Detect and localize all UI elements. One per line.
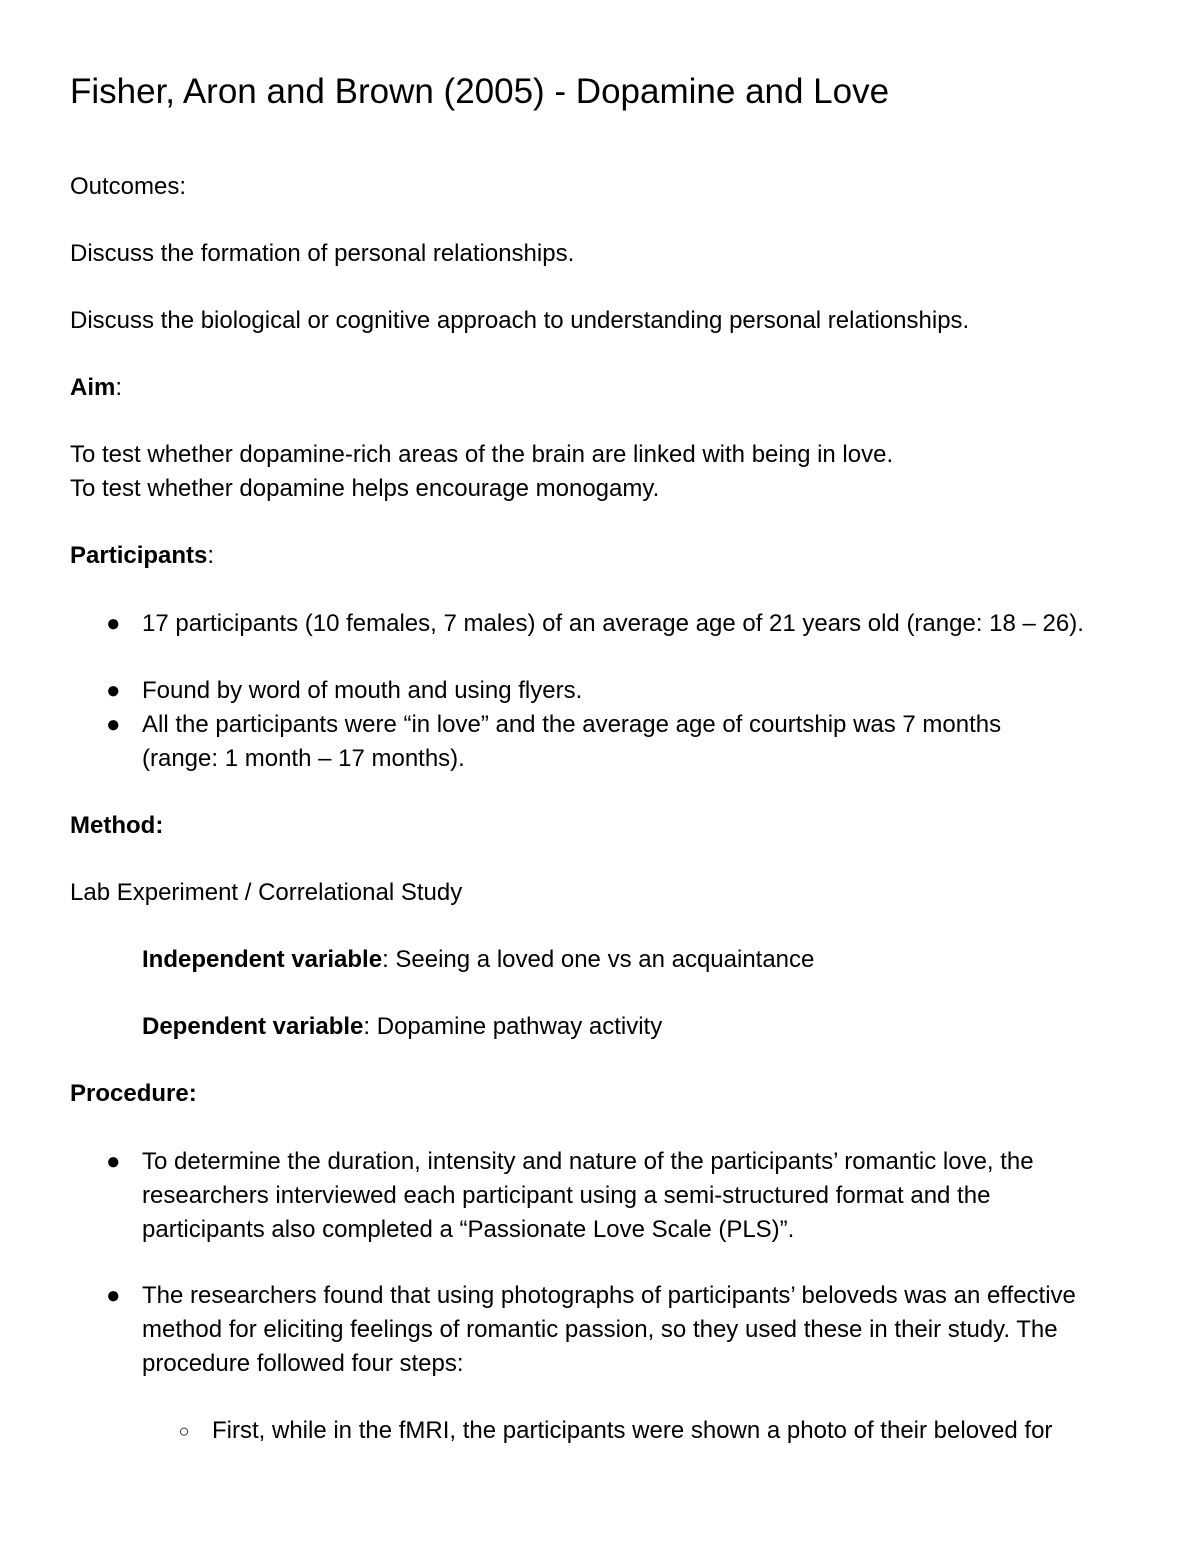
participants-heading-text: Participants: [70, 542, 208, 569]
outcomes-heading: [70, 170, 186, 204]
participants-bullet: 17 participants (10 females, 7 males) of an average age of 21 years old (range: 18 – 26).: [142, 610, 1084, 637]
iv-label: Independent variable: [142, 946, 383, 973]
participants-bullet: All the participants were “in love” and the average age of courtship was 7 months (range: 1 month – 17 months).: [142, 711, 1002, 772]
bullet-icon: ●: [106, 1148, 121, 1175]
outcomes-heading-text: Outcomes: [70, 173, 180, 200]
aim-line: To test whether dopamine helps encourage monogamy.: [70, 475, 660, 502]
dependent-variable: [142, 1010, 662, 1044]
participants-heading: [70, 539, 214, 573]
method-type: Lab Experiment / Correlational Study: [70, 879, 463, 906]
aim-colon: :: [115, 374, 123, 401]
aim-line: To test whether dopamine-rich areas of the brain are linked with being in love.: [70, 441, 894, 468]
aim-heading-text: Aim: [70, 374, 116, 401]
dv-value: : Dopamine pathway activity: [363, 1013, 663, 1040]
bullet-icon: ●: [106, 711, 121, 738]
hollow-bullet-icon: ○: [178, 1421, 190, 1441]
aim-heading: [70, 371, 122, 405]
procedure-heading: Procedure:: [70, 1080, 197, 1107]
procedure-sub-bullet: First, while in the fMRI, the participants were shown a photo of their beloved for: [212, 1417, 1053, 1444]
bullet-icon: ●: [106, 610, 121, 637]
bullet-icon: ●: [106, 677, 121, 704]
participants-colon: :: [207, 542, 215, 569]
dv-label: Dependent variable: [142, 1013, 364, 1040]
document-title: Fisher, Aron and Brown (2005) - Dopamine and Love: [70, 72, 890, 111]
outcomes-colon: :: [179, 173, 187, 200]
procedure-bullet: To determine the duration, intensity and nature of the participants’ romantic love, the researchers interviewed each participant using a semi-structured format and the participants also completed a “Passionate Love Scale (PLS)”.: [142, 1148, 1034, 1243]
bullet-icon: ●: [106, 1282, 121, 1309]
method-heading: Method:: [70, 812, 164, 839]
procedure-bullet: The researchers found that using photographs of participants’ beloveds was an effective method for eliciting feelings of romantic passion, so they used these in their study. The procedure followed four steps:: [142, 1282, 1076, 1377]
independent-variable: [142, 943, 814, 977]
outcome-item: Discuss the biological or cognitive approach to understanding personal relationships.: [70, 307, 970, 334]
iv-value: : Seeing a loved one vs an acquaintance: [382, 946, 815, 973]
outcome-item: Discuss the formation of personal relationships.: [70, 240, 575, 267]
participants-bullet: Found by word of mouth and using flyers.: [142, 677, 583, 704]
